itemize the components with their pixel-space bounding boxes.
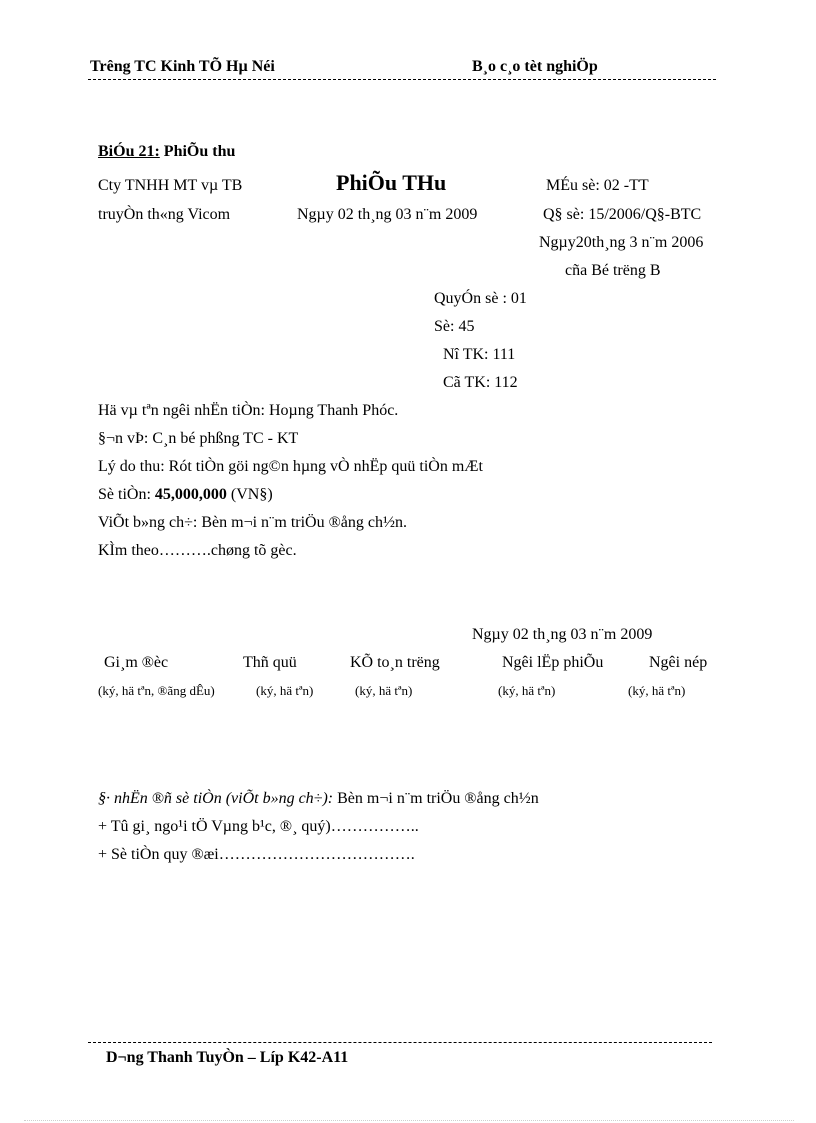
amount-unit: (VN§): [226, 486, 273, 503]
amount-value: 45,000,000: [154, 486, 227, 503]
amount-label: Sè tiÒn:: [98, 486, 155, 503]
book-number: Sè: 45: [434, 318, 475, 335]
section-number: BiÓu 21:: [98, 143, 160, 160]
amount-in-words: ViÕt b»ng ch÷: Bèn m¬i n¨m triÖu ®ång ch½n.: [98, 514, 407, 531]
form-decision: Q§ sè: 15/2006/Q§-BTC: [543, 206, 702, 223]
footer-author: D¬ng Thanh TuyÒn – Líp K42-A11: [106, 1049, 349, 1066]
attached-documents: KÌm theo……….chøng tõ gèc.: [98, 542, 297, 559]
company-name-line1: Cty TNHH MT vµ TB: [98, 177, 243, 194]
page-edge: [24, 1120, 794, 1121]
received-label: §· nhËn ®ñ sè tiÒn (viÕt b»ng ch÷):: [98, 790, 334, 807]
signature-accountant: KÕ to¸n trëng: [350, 654, 440, 671]
signature-preparer-note: (ký, hä tªn): [498, 683, 556, 698]
signature-accountant-note: (ký, hä tªn): [355, 683, 413, 698]
voucher-title: PhiÕu THu: [336, 170, 447, 195]
section-heading: [98, 143, 235, 161]
signature-payer: Ngêi nép: [649, 654, 708, 671]
debit-account: Nî TK: 111: [443, 346, 516, 363]
header-report-title: B¸o c¸o tèt nghiÖp: [472, 58, 598, 75]
form-code: MÉu sè: 02 -TT: [546, 177, 649, 194]
converted-amount-line: + Sè tiÒn quy ®æi……………………………….: [98, 846, 415, 863]
signature-preparer: Ngêi lËp phiÕu: [502, 654, 604, 671]
receipt-reason: Lý do thu: Rót tiÒn göi ng©n hµng vÒ nhËp quü tiÒn mÆt: [98, 458, 483, 475]
header-divider: [88, 79, 716, 80]
exchange-rate-line: + Tû gi¸ ngo¹i tÖ Vµng b¹c, ®¸ quý)……………..: [98, 818, 419, 835]
received-value: Bèn m¬i n¨m triÖu ®ång ch½n: [333, 790, 539, 807]
voucher-date: Ngµy 02 th¸ng 03 n¨m 2009: [297, 206, 478, 223]
company-name-line2: truyÒn th«ng Vicom: [98, 206, 231, 223]
form-decision-date: Ngµy20th¸ng 3 n¨m 2006: [539, 234, 704, 251]
credit-account: Cã TK: 112: [443, 374, 518, 391]
signature-cashier: Thñ quü: [243, 654, 297, 671]
signature-director-note: (ký, hä tªn, ®ãng dÊu): [98, 683, 215, 698]
header-school: Trêng TC Kinh TÕ Hµ Néi: [90, 58, 275, 75]
signature-date: Ngµy 02 th¸ng 03 n¨m 2009: [472, 626, 653, 643]
amount-line: [98, 486, 273, 504]
signature-payer-note: (ký, hä tªn): [628, 683, 686, 698]
received-line: [98, 790, 539, 808]
signature-director: Gi¸m ®èc: [104, 654, 169, 671]
payer-name: Hä vµ tªn ngêi nhËn tiÒn: Hoµng Thanh Phóc.: [98, 402, 399, 419]
book-volume: QuyÓn sè : 01: [434, 290, 527, 307]
footer-divider: [88, 1042, 712, 1043]
form-issuer: cña Bé trëng B: [565, 262, 661, 279]
signature-cashier-note: (ký, hä tªn): [256, 683, 314, 698]
section-title: PhiÕu thu: [163, 143, 236, 160]
payer-unit: §¬n vÞ: C¸n bé phßng TC - KT: [98, 430, 299, 447]
